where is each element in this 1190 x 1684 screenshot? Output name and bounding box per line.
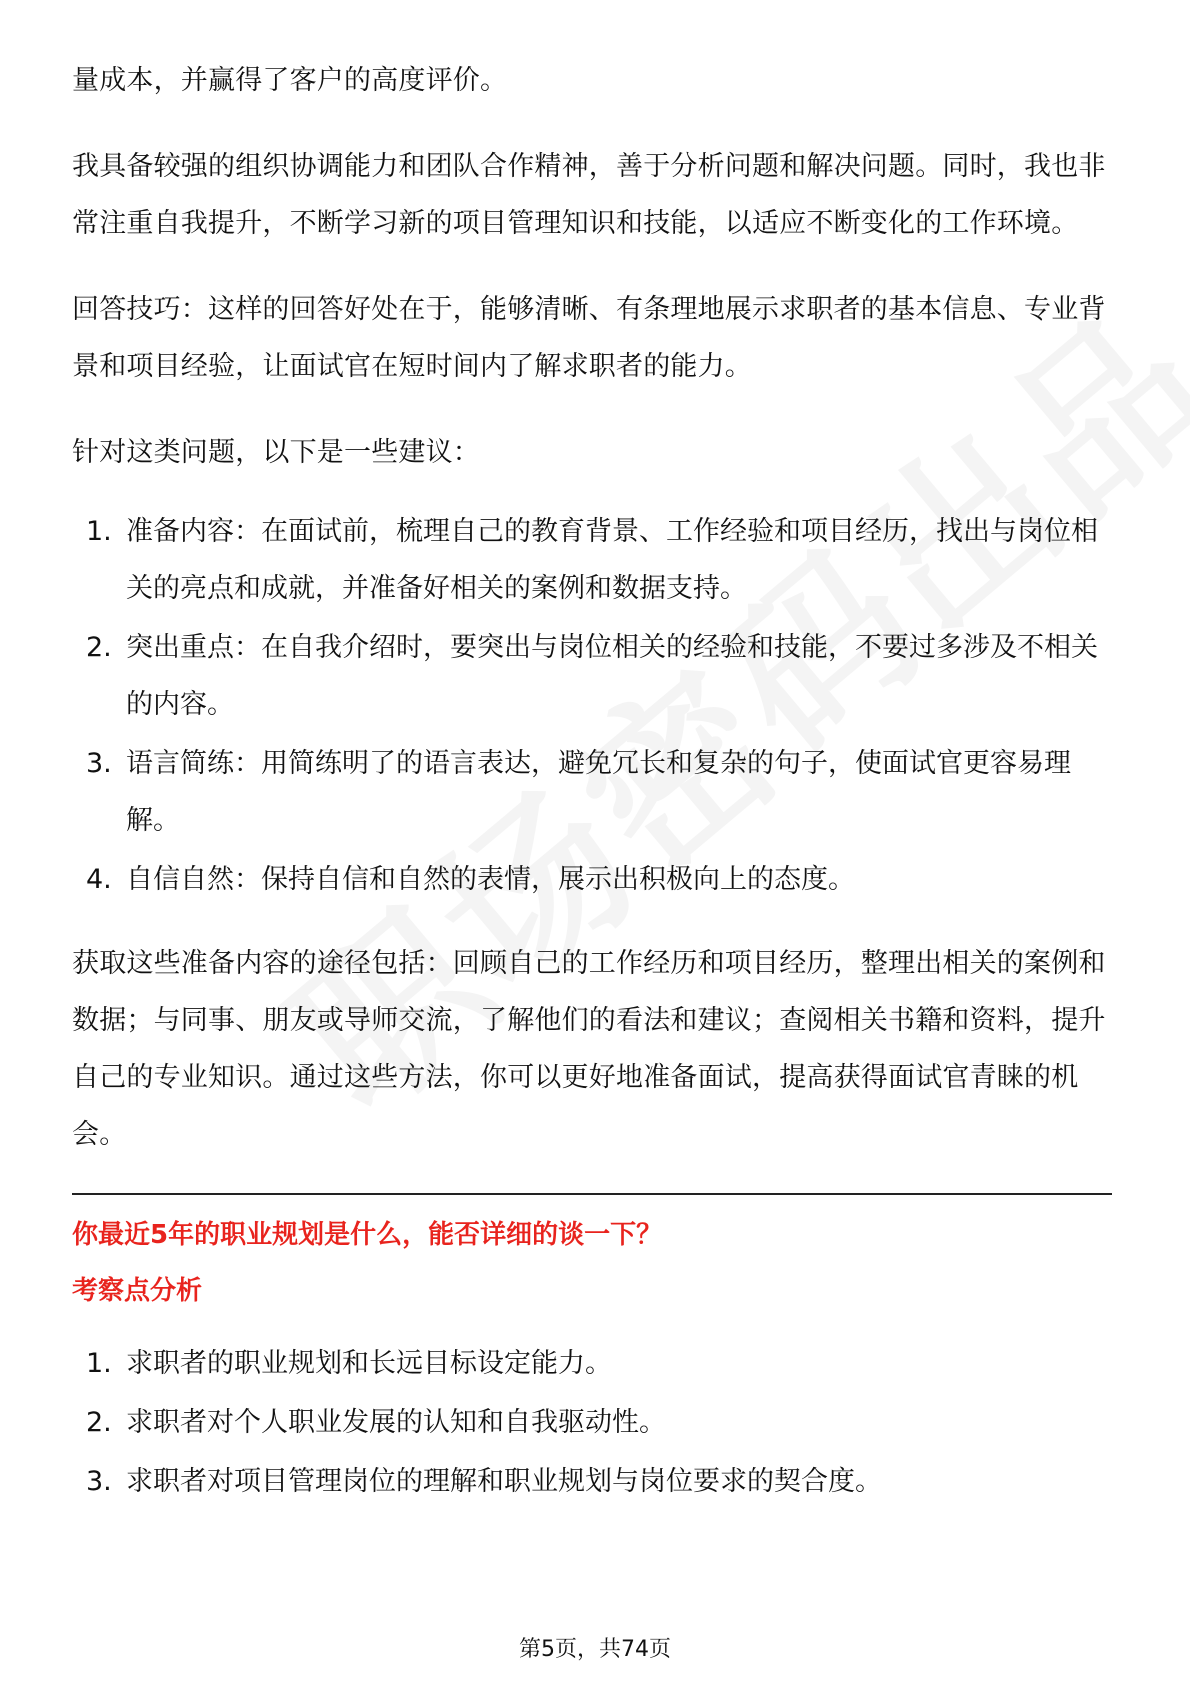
list-number: 3.: [86, 1466, 112, 1497]
paragraph: 获取这些准备内容的途径包括：回顾自己的工作经历和项目经历，整理出相关的案例和数据；与同事、朋友或导师交流，了解他们的看法和建议；查阅相关书籍和资料，提升自己的专业知识。通过这些方法，你可以更好地准备面试，提高获得面试官青睐的机会。: [72, 948, 1106, 1150]
document-page: [72, 52, 1112, 1537]
paragraph: 量成本，并赢得了客户的高度评价。: [72, 65, 508, 96]
list-item-text: 求职者的职业规划和长远目标设定能力。: [126, 1348, 612, 1379]
list-item: [72, 851, 1112, 908]
list-item-text: 语言简练：用简练明了的语言表达，避免冗长和复杂的句子，使面试官更容易理解。: [126, 748, 1071, 836]
list-item: [72, 1453, 1112, 1510]
list-item: [72, 503, 1112, 617]
list-number: 2.: [86, 1407, 112, 1438]
list-item: [72, 619, 1112, 733]
paragraph: 针对这类问题，以下是一些建议：: [72, 437, 480, 468]
list-item-text: 准备内容：在面试前，梳理自己的教育背景、工作经验和项目经历，找出与岗位相关的亮点和成就，并准备好相关的案例和数据支持。: [126, 516, 1098, 604]
list-item-text: 突出重点：在自我介绍时，要突出与岗位相关的经验和技能，不要过多涉及不相关的内容。: [126, 632, 1098, 720]
list-item-text: 求职者对个人职业发展的认知和自我驱动性。: [126, 1407, 666, 1438]
list-item-text: 求职者对项目管理岗位的理解和职业规划与岗位要求的契合度。: [126, 1466, 882, 1497]
analysis-heading: 考察点分析: [72, 1276, 203, 1306]
list-item: [72, 735, 1112, 849]
list-number: 2.: [86, 632, 112, 663]
section-divider: [72, 1193, 1112, 1195]
question-heading: 你最近5年的职业规划是什么，能否详细的谈一下？: [72, 1220, 663, 1250]
analysis-list: [72, 1335, 1112, 1510]
suggestion-list: [72, 503, 1112, 908]
list-number: 4.: [86, 864, 112, 895]
list-number: 1.: [86, 1348, 112, 1379]
list-item: [72, 1394, 1112, 1451]
list-item: [72, 1335, 1112, 1392]
page-footer: 第5页，共74页: [519, 1637, 671, 1662]
list-number: 1.: [86, 516, 112, 547]
paragraph: 我具备较强的组织协调能力和团队合作精神，善于分析问题和解决问题。同时，我也非常注重自我提升，不断学习新的项目管理知识和技能，以适应不断变化的工作环境。: [72, 151, 1106, 239]
paragraph: 回答技巧：这样的回答好处在于，能够清晰、有条理地展示求职者的基本信息、专业背景和项目经验，让面试官在短时间内了解求职者的能力。: [72, 294, 1106, 382]
list-item-text: 自信自然：保持自信和自然的表情，展示出积极向上的态度。: [126, 864, 855, 895]
list-number: 3.: [86, 748, 112, 779]
